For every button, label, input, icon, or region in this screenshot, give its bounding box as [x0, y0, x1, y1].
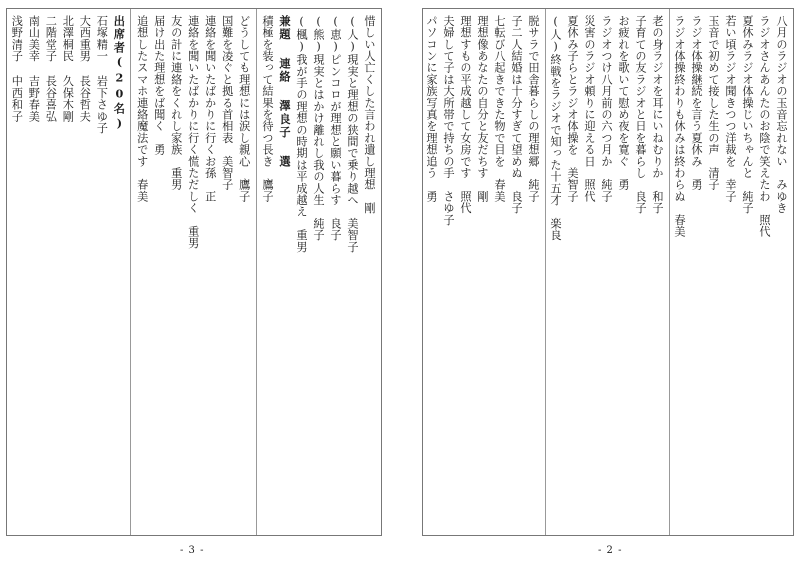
author-name: 和子: [651, 178, 664, 214]
poem-line: 八月のラジオの玉音忘れない みゆき: [775, 15, 788, 214]
poem-line: ラジオさんあんたのお陰で笑えたわ 照代: [758, 15, 771, 238]
author-name: 重男: [295, 217, 308, 253]
author-name: 春美: [493, 167, 506, 203]
author-name: 純子: [600, 167, 613, 203]
author-name: 幸子: [724, 167, 737, 203]
column: [545, 9, 669, 535]
column: [423, 9, 545, 535]
poem-line: 老の身ラジオを耳にいねむりか 和子: [651, 15, 664, 214]
poem-line: 夏休みラジオ体操じいちゃんと 純子: [741, 15, 754, 214]
section-title: 兼題 連絡 澤良子 選: [278, 15, 292, 169]
column: [669, 9, 793, 535]
author-name: さゆ子: [442, 178, 455, 226]
author-name: 照代: [583, 167, 596, 203]
author-name: 照代: [459, 178, 472, 214]
author-name: 美智子: [566, 155, 579, 203]
author-name: [256, 144, 257, 167]
poem-line: 積極を装って結果を待つ長き 鷹子: [261, 15, 274, 203]
poem-line: 夫婦して子は大所帯で持ちの手 さゆ子: [442, 15, 455, 226]
poem-line: 脱サラで田舎暮らしの理想郷 純子: [527, 15, 540, 203]
attendee-line: 北澤桐民 久保木剛: [61, 15, 75, 123]
poem-line: 連絡を聞いたばかりに行くお孫 正: [203, 15, 217, 203]
author-name: [130, 144, 131, 179]
author-name: みゆき: [775, 167, 788, 214]
author-name: 清子: [707, 155, 720, 191]
author-name: 剛: [363, 190, 376, 214]
poem-line: (人)終戦をラジオで知った十五才 楽良: [549, 15, 562, 241]
poem-line: 国難を凌ぐと拠る首相表 美智子: [220, 15, 234, 191]
author-name: 勇: [617, 167, 630, 191]
author-name: 照代: [758, 202, 771, 238]
author-name: 勇: [152, 132, 166, 156]
poem-line: ラジオつけ八月前の六つ月か 純子: [600, 15, 613, 203]
author-name: 楽良: [549, 205, 562, 241]
poem-line: ラジオ体操終わりも休みは終わらぬ 春美: [673, 15, 686, 238]
poem-line: 理想像あなたの自分と友だちす 剛: [476, 15, 489, 203]
poem-line: 災害のラジオ頼りに迎える日 照代: [583, 15, 596, 203]
poem-line: 届け出た理想をば聞く 勇: [152, 15, 166, 156]
poem-line: 玉音で初めて接した生の声 清子: [707, 15, 720, 191]
author-name: 重男: [169, 155, 183, 191]
poem-line: (楓)我が手の理想の時期は平成越え 重男: [295, 15, 308, 253]
author-name: 良子: [634, 178, 647, 214]
poem-line: 子二人結婚は十分すぎて望めぬ 良子: [510, 15, 523, 214]
right-page: [422, 8, 794, 536]
attendees-heading: 出席者(20名): [112, 15, 127, 132]
author-name: 良子: [329, 205, 342, 241]
author-name: 剛: [476, 178, 489, 203]
poem-line: (人)現実と理想の狭間で乗り越へ 美智子: [346, 15, 359, 253]
poem-line: 友の計に連絡をくれし家族 重男: [169, 15, 183, 191]
column: [130, 9, 255, 535]
author-name: 鷹子: [261, 167, 274, 203]
author-name: 鷹子: [237, 167, 251, 203]
author-name: 勇: [690, 167, 703, 191]
page-number-left: - 3 -: [180, 545, 205, 556]
poem-line: お疲れを歌いて慰め夜を寛ぐ 勇: [617, 15, 630, 191]
poem-line: どうしても理想には涙し親心 鷹子: [237, 15, 251, 203]
attendee-line: 石塚精一 岩下さゆ子: [95, 15, 109, 134]
poem-line: 惜しい人亡くした言われ遺し理想 剛: [363, 15, 376, 214]
attendee-line: 浅野清子 中西和子: [10, 15, 24, 123]
author-name: 純子: [312, 205, 325, 241]
poem-line: (熊)現実とはかけ離れし我の人生 純子: [312, 15, 325, 241]
attendee-line: 二階堂子 長谷喜弘: [44, 15, 58, 123]
column: [256, 9, 381, 535]
author-name: 春美: [135, 167, 149, 203]
poem-line: 七転び八起きできた物で目を 春美: [493, 15, 506, 203]
author-name: 正: [203, 178, 217, 203]
poem-line: 追想したスマホ連絡魔法です 春美: [135, 15, 149, 203]
author-name: 春美: [673, 202, 686, 238]
attendee-line: 大西重男 長谷哲夫: [78, 15, 92, 123]
author-name: 良子: [510, 178, 523, 214]
page-number-right: - 2 -: [598, 545, 623, 556]
attendee-line: 南山美幸 吉野春美: [27, 15, 41, 123]
poem-line: 理想すもの平成越して女房です 照代: [459, 15, 472, 214]
poem-line: (恵)ピンコロが理想と願い暮らす 良子: [329, 15, 342, 241]
poem-line: 連絡を聞いたばかりに行く慌ただしく 重男: [186, 15, 200, 250]
left-page-columns: [7, 9, 381, 535]
poem-line: 夏休み子らとラジオ体操を 美智子: [566, 15, 579, 203]
poem-line: 子育ての友ラジオと日を暮らし 良子: [634, 15, 647, 214]
right-page-columns: [423, 9, 793, 535]
author-name: 美智子: [346, 205, 359, 253]
attendance-column: [7, 9, 130, 535]
author-name: 勇: [425, 178, 438, 203]
author-name: 純子: [527, 167, 540, 203]
left-page: [6, 8, 382, 536]
author-name: 純子: [741, 178, 754, 214]
author-name: 重男: [186, 213, 200, 250]
author-name: 美智子: [220, 143, 234, 191]
poem-line: ラジオ体操継続を言う夏休み 勇: [690, 15, 703, 191]
poem-line: 若い頃ラジオ聞きつつ洋裁を 幸子: [724, 15, 737, 203]
poem-line: パソコンに家族写真を理想追う 勇: [425, 15, 438, 203]
